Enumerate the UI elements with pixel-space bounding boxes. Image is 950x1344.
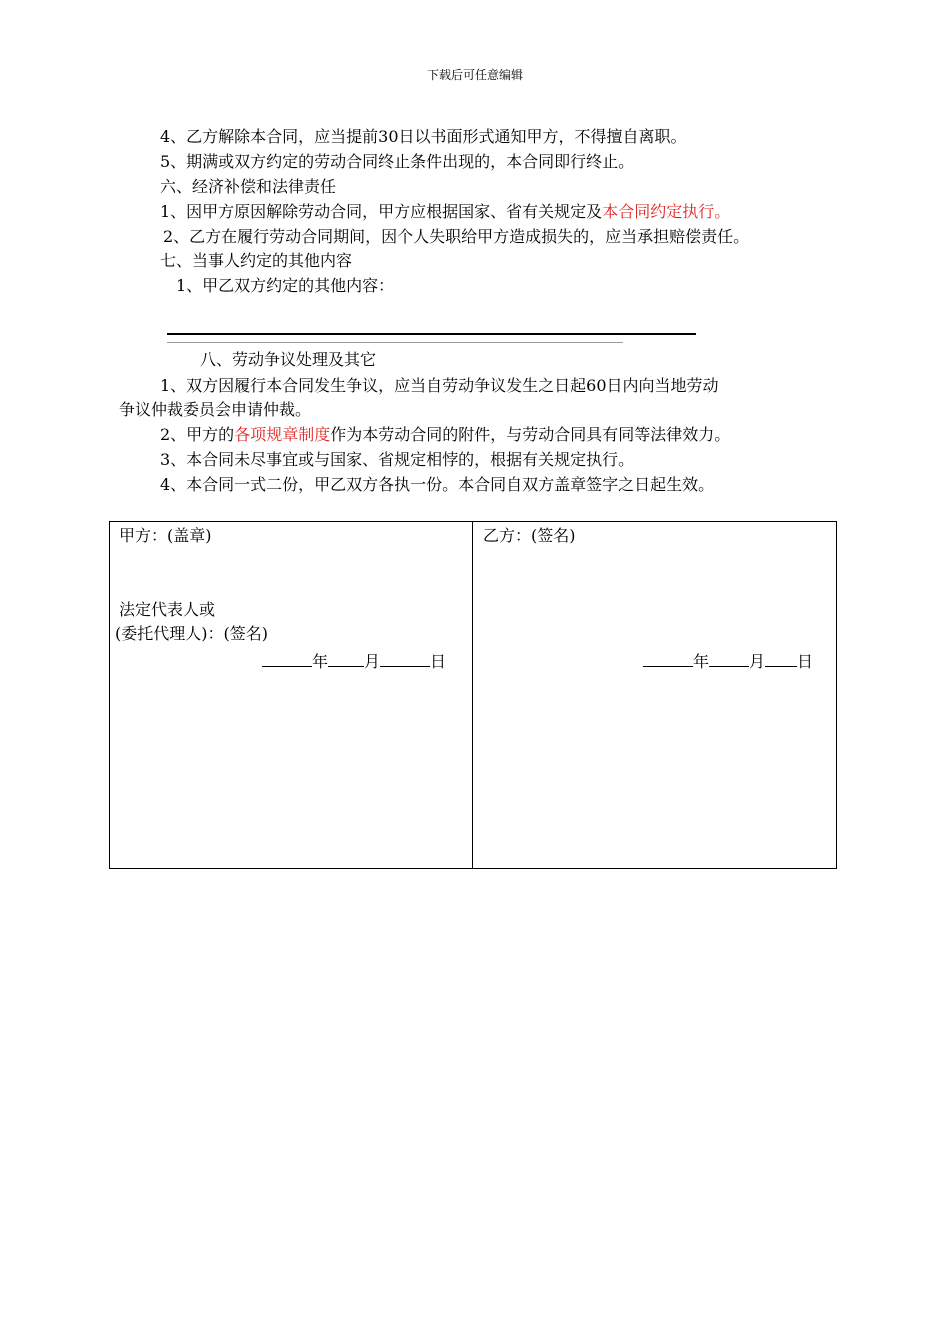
section-7-item-1: 1、甲乙双方约定的其他内容： xyxy=(176,276,395,295)
section-6-item-1 xyxy=(160,202,730,222)
section-8-item-2-rest: 作为本劳动合同的附件，与劳动合同具有同等法律效力。 xyxy=(330,425,731,444)
section-8-item-1-cont: 争议仲裁委员会申请仲裁。 xyxy=(119,400,312,419)
party-a-month-blank xyxy=(328,650,364,667)
party-a-day-label: 日 xyxy=(430,652,447,671)
section-8-item-4: 4、本合同一式二份，甲乙双方各执一份。本合同自双方盖章签字之日起生效。 xyxy=(160,475,715,494)
party-a-day-blank xyxy=(380,650,430,667)
section-8-item-2 xyxy=(160,425,730,445)
party-a-date xyxy=(262,650,446,672)
signature-divider xyxy=(472,522,473,868)
section-6-item-1-highlight: 本合同约定执行。 xyxy=(602,202,731,221)
party-a-month-label: 月 xyxy=(364,652,381,671)
clause-4: 4、乙方解除本合同，应当提前30日以书面形式通知甲方，不得擅自离职。 xyxy=(160,127,687,146)
section-6-item-2: 2、乙方在履行劳动合同期间，因个人失职给甲方造成损失的，应当承担赔偿责任。 xyxy=(163,227,750,246)
section-6-item-1-text: 1、因甲方原因解除劳动合同，甲方应根据国家、省有关规定及 xyxy=(160,202,603,221)
section-8-item-1: 1、双方因履行本合同发生争议，应当自劳动争议发生之日起60日内向当地劳动 xyxy=(160,376,719,395)
clause-5: 5、期满或双方约定的劳动合同终止条件出现的，本合同即行终止。 xyxy=(160,152,635,171)
fill-in-underline xyxy=(167,342,623,343)
section-8-item-2-text: 2、甲方的 xyxy=(160,425,235,444)
agent-signature-label: (委托代理人)：(签名) xyxy=(115,624,268,643)
party-a-year-blank xyxy=(262,650,312,667)
party-b-day-label: 日 xyxy=(797,652,814,671)
party-b-month-blank xyxy=(709,650,749,667)
section-8-item-2-highlight: 各项规章制度 xyxy=(234,425,331,444)
party-b-date xyxy=(643,650,813,672)
party-a-label: 甲方：(盖章) xyxy=(119,526,212,545)
section-8-item-3: 3、本合同未尽事宜或与国家、省规定相悖的，根据有关规定执行。 xyxy=(160,450,635,469)
section-8-heading: 八、劳动争议处理及其它 xyxy=(200,350,377,369)
fill-in-line xyxy=(167,333,696,335)
party-b-year-label: 年 xyxy=(693,652,710,671)
party-b-day-blank xyxy=(765,650,797,667)
party-b-label: 乙方：(签名) xyxy=(483,526,576,545)
signature-table xyxy=(109,521,837,869)
representative-label: 法定代表人或 xyxy=(119,600,216,619)
section-6-heading: 六、经济补偿和法律责任 xyxy=(160,177,337,196)
section-7-heading: 七、当事人约定的其他内容 xyxy=(160,251,353,270)
party-b-month-label: 月 xyxy=(749,652,766,671)
party-b-year-blank xyxy=(643,650,693,667)
page-header: 下载后可任意编辑 xyxy=(426,68,523,82)
party-a-year-label: 年 xyxy=(312,652,329,671)
